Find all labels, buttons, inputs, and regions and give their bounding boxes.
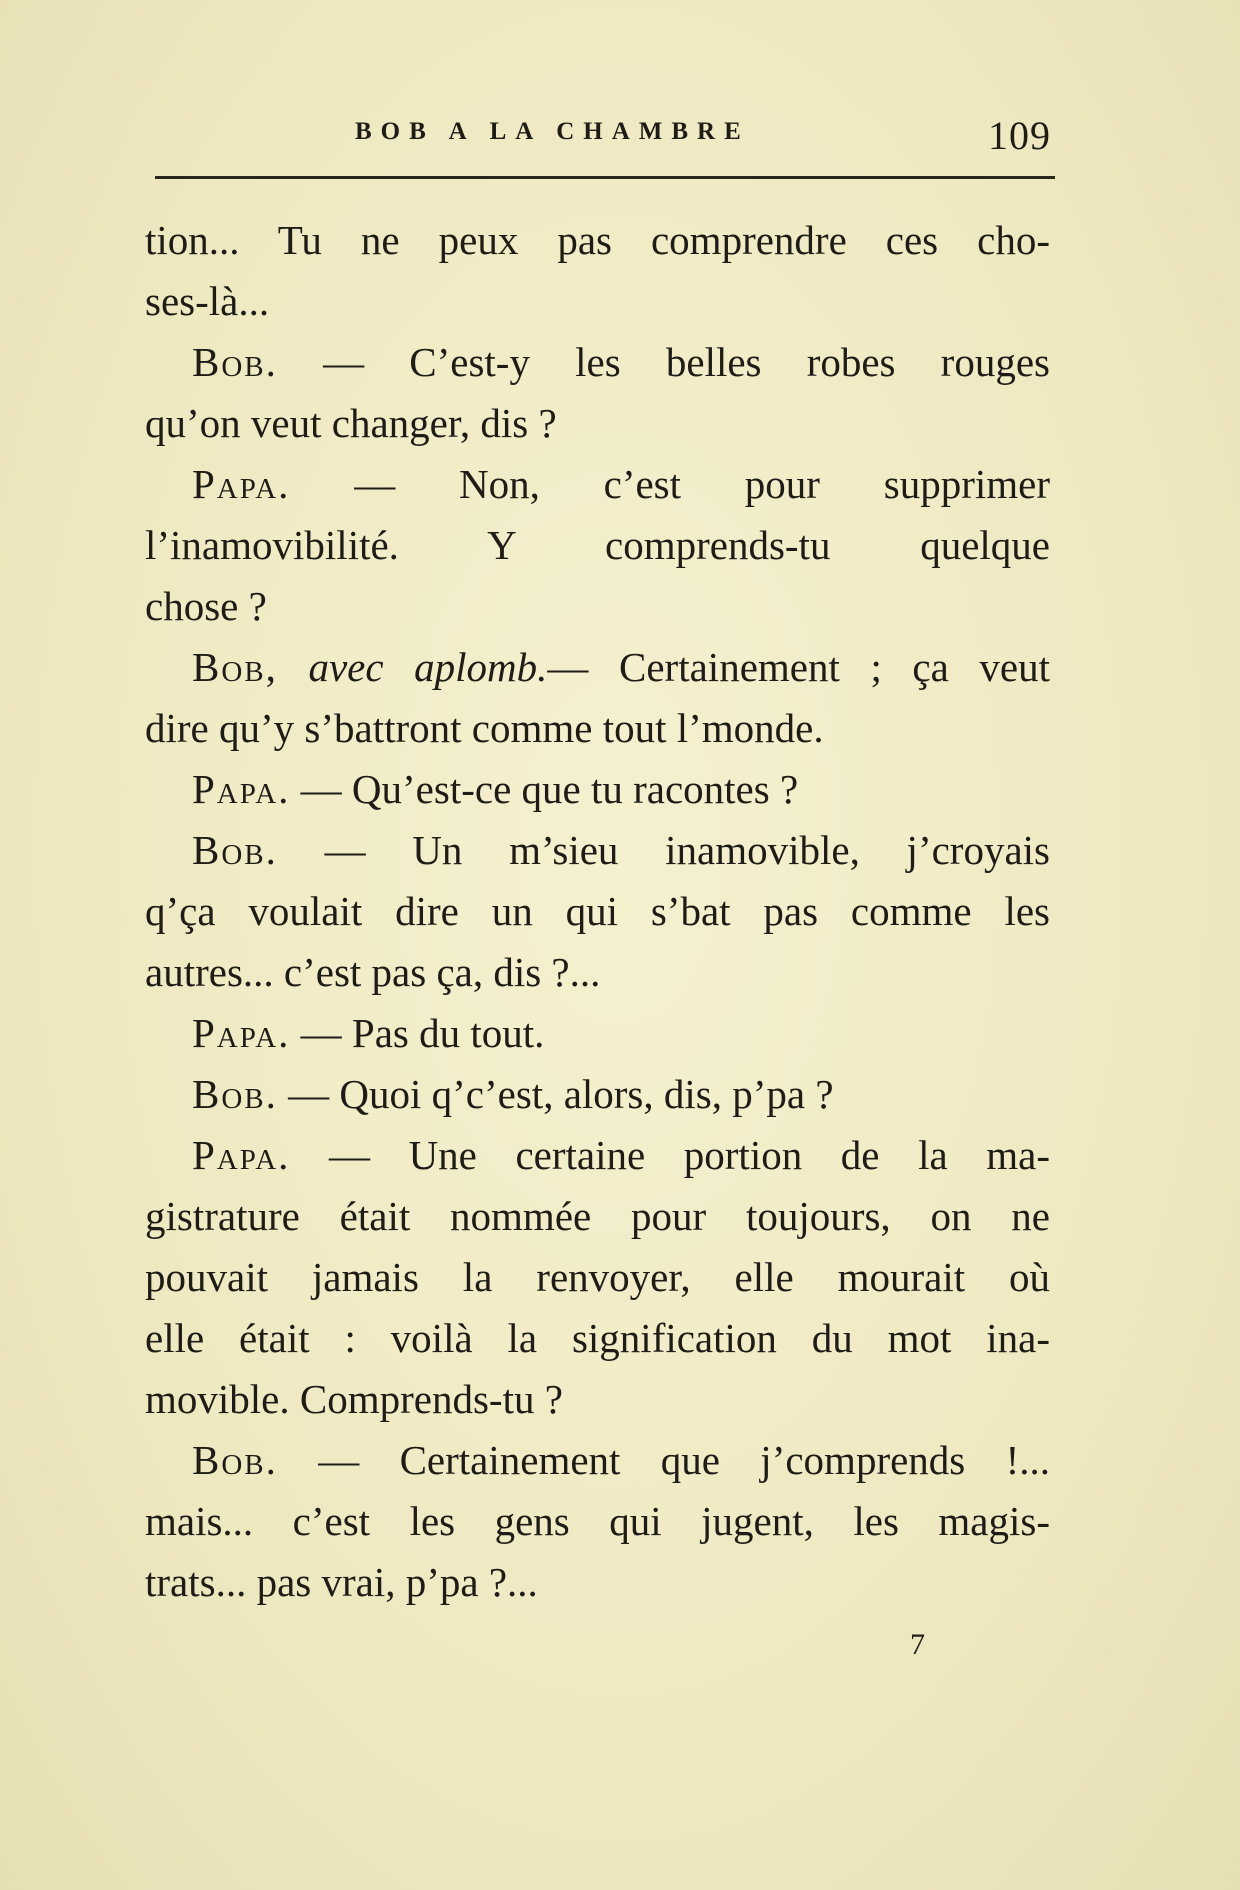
text-line: mais... c’est les gens qui jugent, les magis- [145,1498,1050,1544]
running-title: BOB A LA CHAMBRE [355,118,750,145]
speaker-name: Bob. [192,339,278,385]
speaker-name: Bob, [192,644,278,690]
text-line: movible. Comprends-tu ? [145,1376,563,1422]
text-line: qu’on veut changer, dis ? [145,400,557,446]
speaker-name: Papa. [192,766,291,812]
speaker-name: Papa. [192,461,291,507]
text-line: autres... c’est pas ça, dis ?... [145,949,601,995]
text-line: tion... Tu ne peux pas comprendre ces cho- [145,217,1050,263]
text-line: trats... pas vrai, p’pa ?... [145,1559,538,1605]
dialogue-text [145,210,1050,1613]
text-line: Bob. — Un m’sieu inamovible, j’croyais [192,827,1050,873]
signature-mark: 7 [910,1628,925,1661]
running-head [155,112,1055,162]
stage-direction: avec aplomb. [277,644,548,690]
speaker-name: Bob. [192,1437,278,1483]
text-line: Bob. — Certainement que j’comprends !... [192,1437,1050,1483]
page-number: 109 [988,113,1051,158]
text-line: Papa. — Qu’est-ce que tu racontes ? [192,766,799,812]
speaker-name: Bob. [192,827,278,873]
text-line: gistrature était nommée pour toujours, on ne [145,1193,1050,1239]
text-line: ses-là... [145,278,270,324]
text-line: Papa. — Une certaine portion de la ma- [192,1132,1050,1178]
text-line: dire qu’y s’battront comme tout l’monde. [145,705,824,751]
text-line: elle était : voilà la signification du mot ina- [145,1315,1050,1361]
text-line: pouvait jamais la renvoyer, elle mourait où [145,1254,1050,1300]
text-line: q’ça voulait dire un qui s’bat pas comme les [145,888,1050,934]
text-line: Bob, avec aplomb.— Certainement ; ça veut [192,644,1051,690]
text-line: chose ? [145,583,267,629]
text-line: Bob. — Quoi q’c’est, alors, dis, p’pa ? [192,1071,834,1117]
header-rule [155,176,1055,179]
text-line: Papa. — Non, c’est pour supprimer [192,461,1050,507]
speaker-name: Bob. [192,1071,278,1117]
speaker-name: Papa. [192,1132,291,1178]
text-line: l’inamovibilité. Y comprends-tu quelque [145,522,1050,568]
text-line: Papa. — Pas du tout. [192,1010,545,1056]
text-line: Bob. — C’est-y les belles robes rouges [192,339,1050,385]
speaker-name: Papa. [192,1010,291,1056]
